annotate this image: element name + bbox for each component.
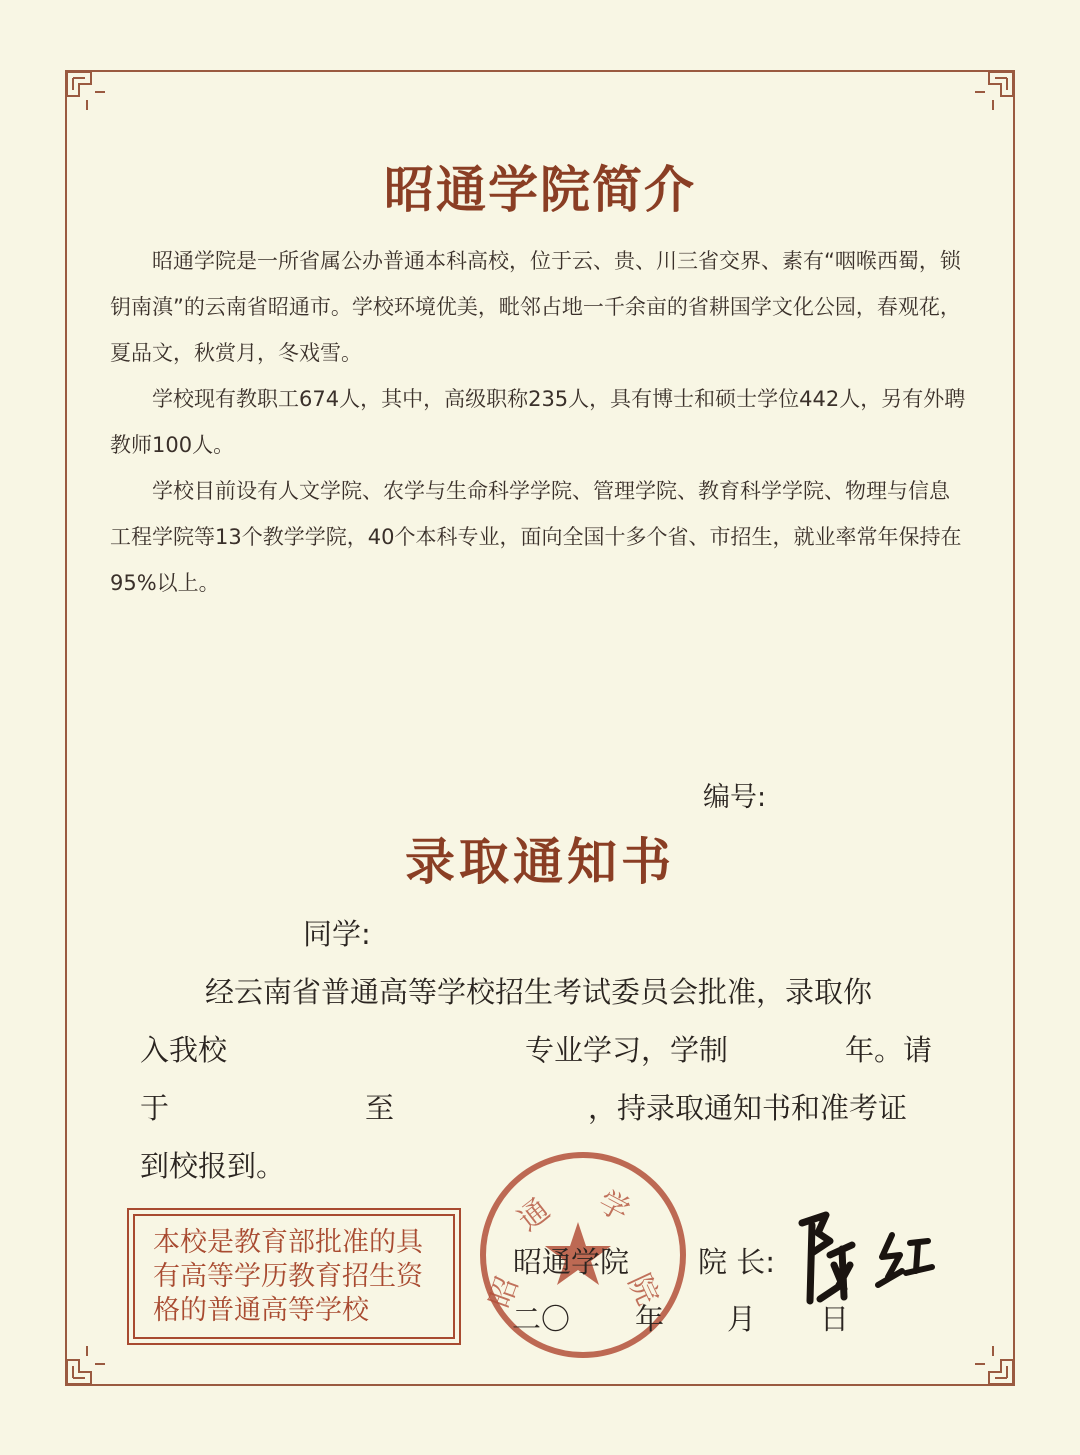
accreditation-badge (127, 1208, 461, 1345)
president-label: 院 长: (698, 1245, 775, 1279)
intro-title: 昭通学院简介 (384, 161, 696, 219)
documents-text: ，持录取通知书和准考证 (588, 1091, 908, 1125)
svg-text:通: 通 (511, 1192, 557, 1239)
intro-paragraph: 学校现有教职工674人，其中，高级职称235人，具有博士和硕士学位442人，另有外聘教师100人。 (110, 387, 966, 457)
student-label: 同学: (303, 917, 371, 951)
corner-ornament-top-left (65, 70, 109, 114)
enroll-text: 入我校 (140, 1033, 228, 1067)
serial-number-label: 编号: (703, 782, 767, 813)
intro-paragraph: 昭通学院是一所省属公办普通本科高校，位于云、贵、川三省交界、素有“咽喉西蜀，锁钥南滇”的云南省昭通市。学校环境优美，毗邻占地一千余亩的省耕国学文化公园，春观花，夏品文，秋赏月，冬戏雪。 (110, 249, 961, 365)
date-to-text: 至 (365, 1091, 395, 1125)
date-year-label: 年 (635, 1302, 665, 1336)
date-month-label: 月 (727, 1302, 757, 1336)
corner-ornament-bottom-left (65, 1342, 109, 1386)
badge-line: 本校是教育部批准的具 (153, 1227, 423, 1258)
corner-ornament-top-right (971, 70, 1015, 114)
corner-ornament-bottom-right (971, 1342, 1015, 1386)
date-day-label: 日 (820, 1302, 850, 1336)
badge-line: 有高等学历教育招生资 (153, 1261, 423, 1292)
badge-line: 格的普通高等学校 (153, 1295, 369, 1326)
intro-body (110, 238, 970, 606)
intro-paragraph: 学校目前设有人文学院、农学与生命科学学院、管理学院、教育科学学院、物理与信息工程学院等13个教学学院，40个本科专业，面向全国十多个省、市招生，就业率常年保持在95%以上。 (110, 479, 962, 595)
admission-notice-title: 录取通知书 (405, 833, 675, 891)
date-prefix: 二〇 (512, 1302, 571, 1336)
major-study-text: 专业学习，学制 (525, 1033, 729, 1067)
years-text: 年。请 (845, 1033, 933, 1067)
svg-text:学: 学 (592, 1184, 636, 1230)
date-from-text: 于 (140, 1091, 170, 1125)
report-text: 到校报到。 (140, 1149, 286, 1183)
svg-text:昭: 昭 (482, 1272, 526, 1313)
approval-line: 经云南省普通高等学校招生考试委员会批准，录取你 (205, 975, 873, 1009)
president-signature (790, 1205, 940, 1315)
school-name-signature-line: 昭通学院 (513, 1245, 630, 1279)
svg-text:院: 院 (620, 1268, 666, 1311)
